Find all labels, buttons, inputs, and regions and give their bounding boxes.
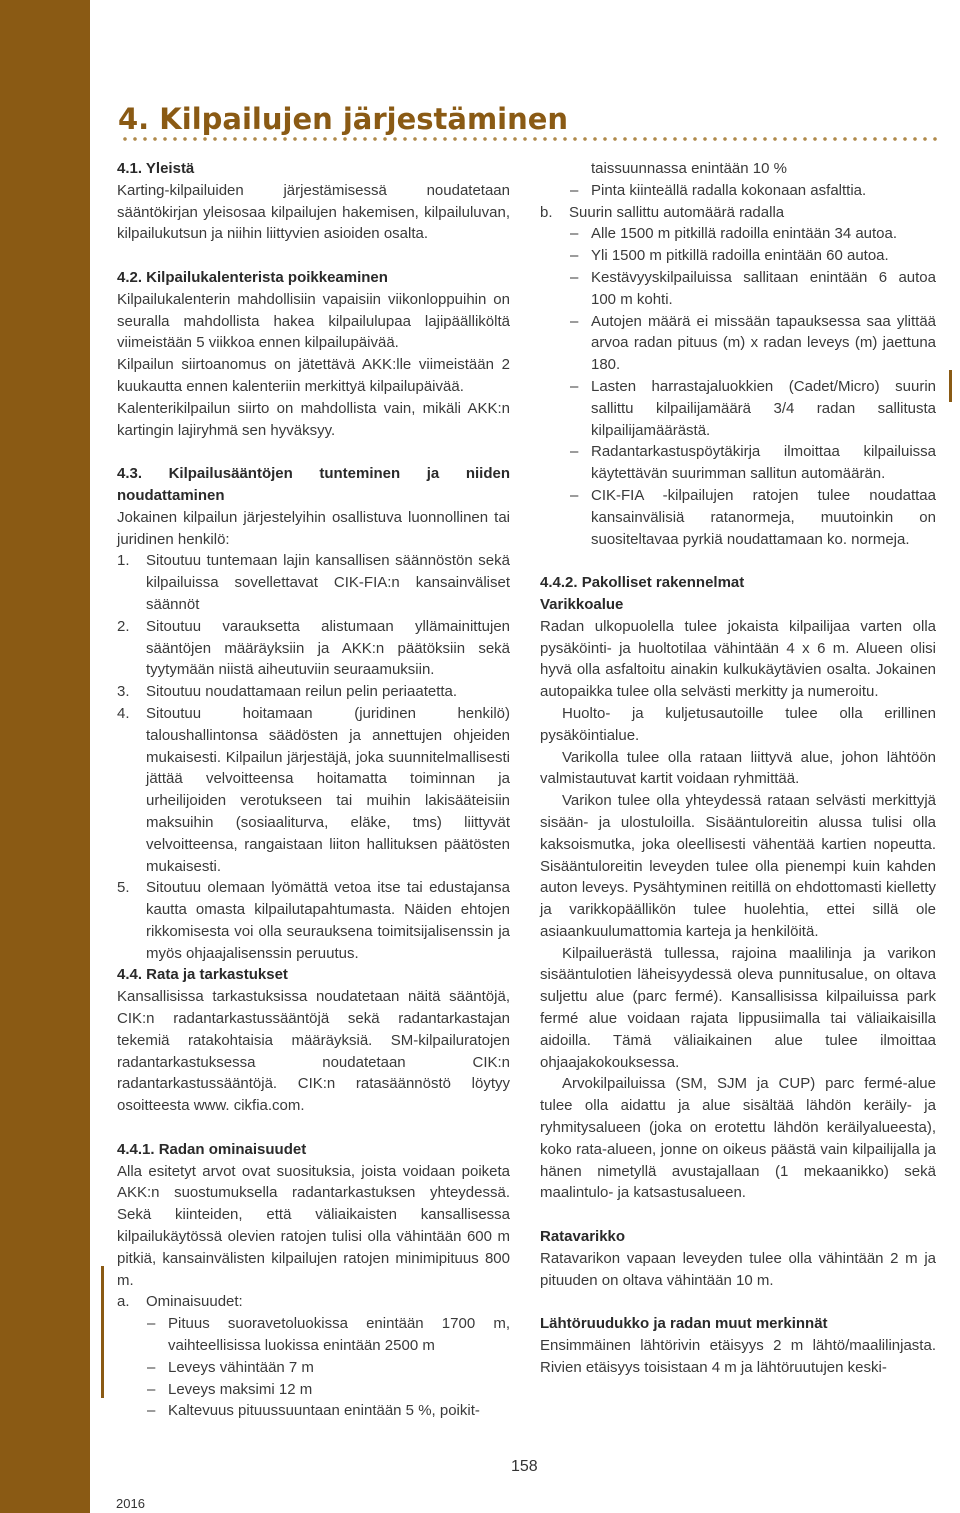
section-heading-4-4-1: 4.4.1. Radan ominaisuudet [117, 1140, 307, 1158]
list-letter: b. [540, 203, 553, 221]
paragraph: Kansallisissa tarkastuksissa noudatetaan näitä sääntöjä, CIK:n radantarkastussääntöjä sekä radantarkastajan tekemiä ratakohtaisia määräyksiä. SM-kilpailuratojen radantarkastuksessa noudatetaan CIK:n radantarkastussääntöjä. CIK:n ratasäännöstö löytyy osoitteesta www. cikfia.com. [117, 988, 510, 1115]
dash-glyph: – [147, 1402, 156, 1420]
change-bar-left [101, 1266, 104, 1398]
list-number: 3. [117, 683, 130, 701]
subheading-lahtoruudukko: Lähtöruudukko ja radan muut merkinnät [540, 1315, 828, 1333]
paragraph: Jokainen kilpailun järjestelyihin osallistuva luonnollinen tai juridinen henkilö: [117, 508, 510, 548]
dash-text: Pinta kiinteällä radalla kokonaan asfalttia. [591, 181, 867, 199]
paragraph: Kilpailukalenterin mahdollisiin vapaisiin viikonloppuihin on seuralla mahdollista hakea kilpailulupaa lajipäälliköltä viimeistään 5 viikkoa ennen kilpailupäivää. [117, 290, 510, 352]
paragraph: Ensimmäinen lähtörivin etäisyys 2 m lähtö/maalilinjasta. Rivien etäisyys toisistaan 4 m ja lähtöruutujen keski- [540, 1337, 936, 1376]
dotted-rule [120, 136, 940, 142]
subheading-ratavarikko: Ratavarikko [540, 1228, 626, 1246]
chapter-title: 4. Kilpailujen järjestäminen [118, 102, 569, 136]
list-text: Suurin sallittu automäärä radalla [569, 203, 785, 221]
section-heading-4-2: 4.2. Kilpailukalenterista poikkeaminen [117, 268, 388, 286]
list-text: Sitoutuu tuntemaan lajin kansallisen säännöstön sekä kilpailuissa sovellettavat CIK-FIA:n kansainväliset säännöt [146, 552, 510, 613]
dash-item [540, 311, 936, 376]
right-column [540, 158, 936, 1379]
dash-item [540, 485, 936, 550]
dash-glyph: – [570, 443, 579, 461]
change-bar-right [949, 370, 952, 402]
dash-item [540, 376, 936, 441]
list-number: 1. [117, 552, 130, 570]
section-heading-4-3: 4.3. Kilpailusääntöjen tunteminen ja niiden noudattaminen [117, 465, 510, 504]
dash-glyph: – [570, 268, 579, 286]
dash-text: Radantarkastuspöytäkirja ilmoittaa kilpailuissa käytettävän suurimman sallitun automäärän. [591, 443, 936, 483]
side-color-band [0, 0, 90, 1513]
list-item [117, 616, 510, 681]
dash-text: Kaltevuus pituussuuntaan enintään 5 %, poikit- [168, 1402, 480, 1420]
left-column [117, 158, 510, 1422]
list-item [117, 703, 510, 877]
dash-glyph: – [570, 312, 579, 330]
dash-glyph: – [570, 486, 579, 504]
dash-item [540, 441, 936, 485]
dash-item [540, 180, 936, 202]
dash-item [117, 1357, 510, 1379]
paragraph: Kalenterikilpailun siirto on mahdollista vain, mikäli AKK:n kartingin lajiryhmä sen hyväksyy. [117, 399, 510, 439]
list-text: Sitoutuu olemaan lyömättä vetoa itse tai edustajansa kautta omasta kilpailutapahtumasta. Näiden ehtojen rikkomisesta voi olla seurauksena toimitsijalisenssin ja myös ohjaajalisenssin peruutus. [146, 879, 510, 962]
section-body-4-1: Karting-kilpailuiden järjestämisessä noudatetaan sääntökirjan yleisosaa kilpailujen hakemisen, kilpailuluvan, kilpailukutsun ja niihin liittyvien asioiden osalta. [117, 181, 510, 243]
list-item [117, 1291, 510, 1313]
paragraph: Radan ulkopuolella tulee jokaista kilpailijaa varten olla pysäköinti- ja huoltotilaa vähintään 4 x 6 m. Alueen olisi hyvä olla asfaltoitu ainakin kulkukäytävien osalta. Jokainen autopaikka tulee olla selvästi merkitty ja numeroitu. [540, 617, 936, 701]
section-heading-4-1: 4.1. Yleistä [117, 160, 195, 177]
dash-item [540, 223, 936, 245]
dash-item [540, 245, 936, 267]
list-item [117, 681, 510, 703]
list-item [117, 550, 510, 615]
section-heading-4-4-2: 4.4.2. Pakolliset rakennelmat [540, 574, 745, 592]
list-number: 2. [117, 617, 130, 635]
dash-text: Pituus suoravetoluokissa enintään 1700 m, vaihteellisissa luokissa enintään 2500 m [168, 1315, 510, 1355]
section-heading-4-4: 4.4. Rata ja tarkastukset [117, 966, 288, 984]
continued-text: taissuunnassa enintään 10 % [591, 160, 787, 177]
dash-text: Kestävyyskilpailuissa sallitaan enintään 6 autoa 100 m kohti. [591, 268, 936, 308]
list-text: Ominaisuudet: [146, 1293, 243, 1311]
numbered-list [117, 550, 510, 964]
dash-item [117, 1400, 510, 1422]
dash-item [540, 267, 936, 311]
dash-glyph: – [147, 1380, 156, 1398]
list-text: Sitoutuu noudattamaan reilun pelin periaatetta. [146, 683, 458, 701]
dash-glyph: – [570, 377, 579, 395]
dash-text: Leveys vähintään 7 m [168, 1358, 314, 1376]
list-number: 5. [117, 879, 130, 897]
dash-glyph: – [570, 225, 579, 243]
dash-text: Alle 1500 m pitkillä radoilla enintään 34 autoa. [591, 225, 898, 243]
dash-text: Lasten harrastajaluokkien (Cadet/Micro) suurin sallittu kilpailijamäärä 3/4 radan sallitusta kilpailijamäärästä. [591, 377, 936, 439]
list-number: 4. [117, 704, 130, 722]
dash-item [117, 1313, 510, 1357]
subheading-varikkoalue: Varikkoalue [540, 595, 624, 613]
list-text: Sitoutuu hoitamaan (juridinen henkilö) taloushallintonsa säädösten ja annettujen ohjeiden mukaisesti. Kilpailun järjestäjä, joka suunnitelmallisesti jättää velvoitteensa hoitamatta toiminnan ja urheilijoiden verotukseen tai muihin lakisääteisiin maksuihin (sosiaaliturva, eläke, tms) liittyvät velvoitteensa, rangaistaan liiton hallituksen päätösten mukaisesti. [146, 704, 510, 875]
paragraph: Alla esitetyt arvot ovat suosituksia, joista voidaan poiketa AKK:n suostumuksella radantarkastuksen yhteydessä. Sekä kiinteiden, että väliaikaisten kansallisessa kilpailukäytössä olevien ratojen tulisi olla vähintään 600 m pitkiä, kansainvälisten kilpailujen ratojen minimipituus 800 m. [117, 1162, 510, 1289]
list-item [540, 202, 936, 224]
dash-text: Autojen määrä ei missään tapauksessa saa ylittää arvoa radan pituus (m) x radan leveys (m) jaettuna 180. [591, 312, 936, 374]
dash-text: Yli 1500 m pitkillä radoilla enintään 60 autoa. [591, 247, 889, 265]
paragraph: Varikon tulee olla yhteydessä rataan selvästi merkittyjä sisään- ja ulostuloilla. Sisääntuloreitin alussa tulisi olla kaksoismutka, joka oleellisesti vähentää kartien nopeutta. Sisääntuloreitin leveyden tulee olla pienempi kuin kahden auton leveys. Pysähtyminen reitillä on ehdottomasti kielletty ja varikkopäällikön tulee huolehtia, ettei sillä ole asiaankuulumattomia karteja ja henkilöitä. [540, 792, 936, 940]
paragraph: Varikolla tulee olla rataan liittyvä alue, johon lähtöön valmistautuvat kartit voidaan ryhmittää. [540, 748, 936, 788]
paragraph: Arvokilpailuissa (SM, SJM ja CUP) parc fermé-alue tulee olla aidattu ja alue sisältää lähdön keräily- ja ryhmitysalueen (joka on erotettu lähdön keräilyalueesta), koko rata-alueen, jonne on oikeus päästä vain kilpailijalla ja hänen nimetyllä avustajallaan (1 mekaanikko) sekä maalintulo- ja katsastusalueen. [540, 1075, 936, 1202]
dash-item [117, 1379, 510, 1401]
dash-glyph: – [570, 181, 579, 199]
dash-text: CIK-FIA -kilpailujen ratojen tulee noudattaa kansainvälisiä ratanormeja, muutoinkin on suositeltavaa pyrkiä noudattamaan ko. normeja. [591, 486, 936, 548]
list-letter: a. [117, 1293, 130, 1311]
paragraph: Huolto- ja kuljetusautoille tulee olla erillinen pysäköintialue. [540, 704, 936, 744]
list-text: Sitoutuu varauksetta alistumaan yllämainittujen sääntöjen määräyksiin ja AKK:n päätöksiin sekä tyytymään niistä aiheutuviin seuraamuksiin. [146, 617, 510, 679]
dash-glyph: – [147, 1315, 156, 1333]
footer-year: 2016 [116, 1496, 145, 1511]
list-item [117, 877, 510, 964]
page-number: 158 [511, 1458, 538, 1475]
paragraph: Ratavarikon vapaan leveyden tulee olla vähintään 2 m ja pituuden on oltava vähintään 10 m. [540, 1249, 936, 1289]
paragraph: Kilpailuerästä tullessa, rajoina maalilinja ja varikon sisääntulotien läheisyydessä oleva punnitusalue, on oltava suljettu alue (parc fermé). Kansallisissa kilpailuissa park fermé alue voidaan rajata lippusiimalla tai väliaikaisilla aidoilla. Tämä väliaikainen alue tulee ilmoittaa ohjaajakokouksessa. [540, 944, 936, 1071]
dash-glyph: – [147, 1358, 156, 1376]
paragraph: Kilpailun siirtoanomus on jätettävä AKK:lle viimeistään 2 kuukautta ennen kalenteriin merkittyä kilpailupäivää. [117, 356, 510, 395]
dash-glyph: – [570, 247, 579, 265]
dash-text: Leveys maksimi 12 m [168, 1380, 313, 1398]
